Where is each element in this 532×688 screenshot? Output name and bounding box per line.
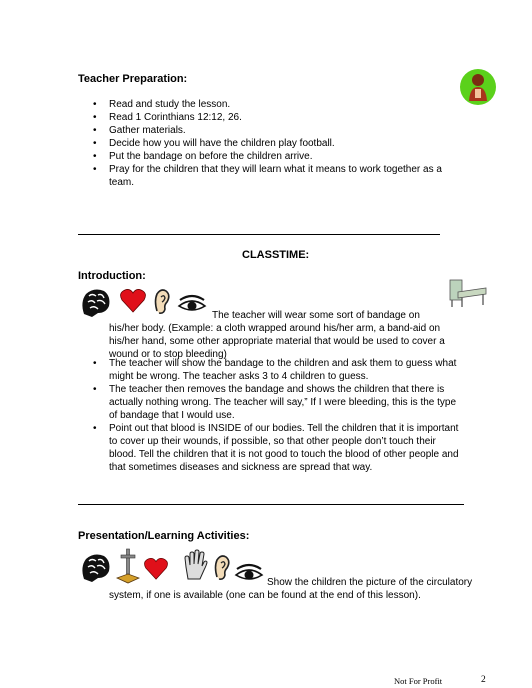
classtime-heading: CLASSTIME: <box>242 249 310 261</box>
teacher-prep-list <box>93 98 443 189</box>
section-divider <box>78 234 440 235</box>
presentation-heading: Presentation/Learning Activities: <box>78 530 250 542</box>
heart-icon <box>119 288 147 314</box>
list-item: • Decide how you will have the children play football. <box>93 137 443 150</box>
list-item: • The teacher will show the bandage to the children and ask them to guess what might be wrong. The teacher asks 3 to 4 children to guess. <box>93 357 463 383</box>
list-item: • The teacher then removes the bandage and shows the children that there is actually nothing wrong. The teacher will say,” If I were bleeding, this is the type of bandage that I would use. <box>93 383 463 422</box>
heart-icon <box>143 557 169 581</box>
introduction-heading: Introduction: <box>78 270 146 282</box>
presentation-lead-line: Show the children the picture of the circulatory <box>267 577 473 588</box>
intro-lead-line: The teacher will wear some sort of bandage on <box>212 310 420 321</box>
intro-list <box>93 357 463 474</box>
ear-icon <box>152 287 172 315</box>
list-item: • Point out that blood is INSIDE of our bodies. Tell the children that it is important to cover up their wounds, if possible, so that other people don’t touch their blood. Tell the children that it is not good to touch the blood of other people and that sometimes diseases and sickness are spread that way. <box>93 422 463 474</box>
list-item: • Gather materials. <box>93 124 443 137</box>
brain-icon <box>78 551 112 583</box>
eye-icon <box>176 294 208 314</box>
page-number: 2 <box>481 675 486 685</box>
list-item: • Put the bandage on before the children arrive. <box>93 150 443 163</box>
list-item: • Read and study the lesson. <box>93 98 443 111</box>
teacher-prep-heading: Teacher Preparation: <box>78 73 188 85</box>
section-divider <box>78 504 464 505</box>
footer-note: Not For Profit <box>394 676 443 686</box>
ear-icon <box>212 553 232 581</box>
list-item: • Read 1 Corinthians 12:12, 26. <box>93 111 443 124</box>
brain-icon <box>78 286 112 318</box>
list-item: • Pray for the children that they will learn what it means to work together as a team. <box>93 163 443 189</box>
intro-lead-paragraph: his/her body. (Example: a cloth wrapped around his/her arm, a band-aid on his/her hand, some other appropriate material that would be used to cover a wound or to stop bleeding) <box>109 323 445 360</box>
bible-cross-icon <box>116 548 140 586</box>
classroom-desk-icon <box>446 278 488 308</box>
presentation-lead-line-2: system, if one is available (one can be found at the end of this lesson). <box>109 590 421 601</box>
hand-icon <box>182 549 208 581</box>
praying-person-icon <box>458 67 498 107</box>
eye-icon <box>233 563 265 583</box>
